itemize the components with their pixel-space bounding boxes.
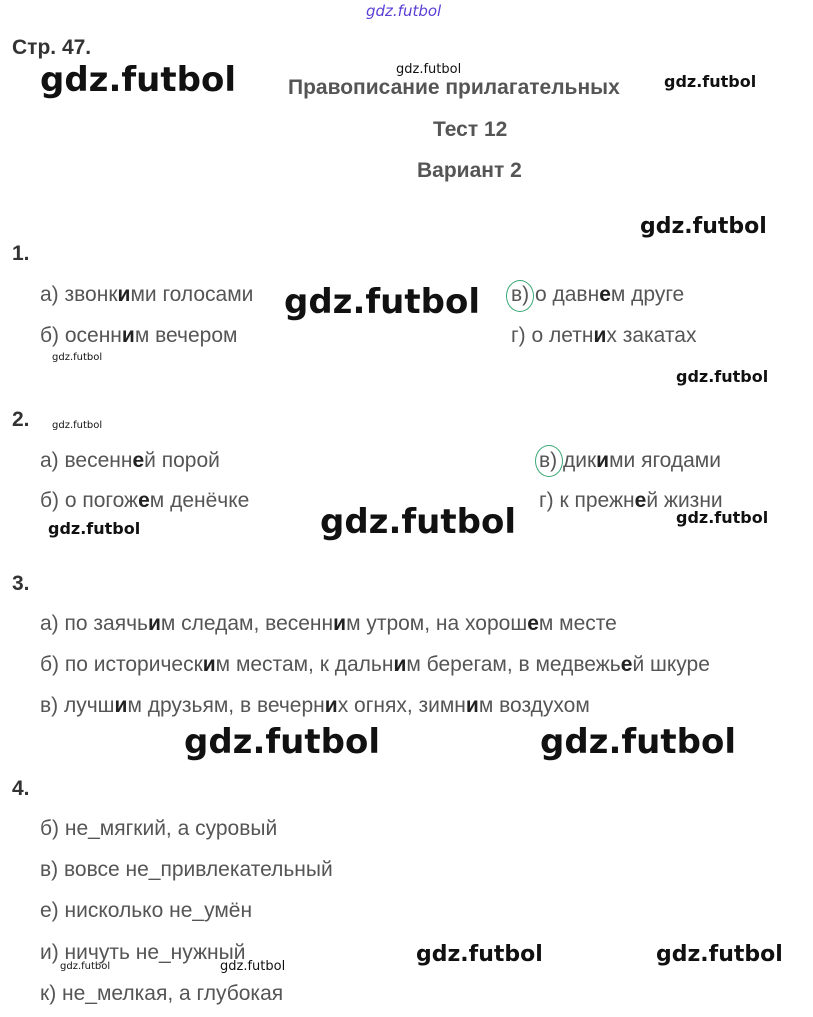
q2-option-a: а) весенней порой: [40, 449, 220, 472]
q4-item: и) ничуть не_нужный: [40, 941, 246, 964]
variant-label: Вариант 2: [417, 159, 522, 182]
watermark-medium: gdz.futbol: [416, 942, 543, 967]
q2-option-v: в) дикими ягодами: [539, 449, 721, 472]
q1-option-g: г) о летних закатах: [511, 324, 697, 347]
watermark-tiny: gdz.futbol: [52, 352, 103, 363]
question-3-number: 3.: [12, 572, 30, 595]
watermark-large: gdz.futbol: [284, 282, 480, 322]
watermark-small: gdz.futbol: [664, 72, 757, 91]
q2-option-b: б) о погожем денёчке: [40, 489, 250, 512]
question-4-number: 4.: [12, 777, 30, 800]
q4-item: в) вовсе не_привлекательный: [40, 858, 333, 881]
q1-option-v: в) о давнем друге: [511, 283, 685, 306]
q4-item: к) не_мелкая, а глубокая: [40, 982, 284, 1005]
q3-option-b: б) по историческим местам, к дальним берегам, в медвежьей шкуре: [40, 653, 710, 676]
q3-option-v: в) лучшим друзьям, в вечерних огнях, зимним воздухом: [40, 694, 590, 717]
watermark-small: gdz.futbol: [676, 367, 769, 386]
watermark-large: gdz.futbol: [184, 722, 380, 762]
watermark-small: gdz.futbol: [48, 519, 141, 538]
test-number: Тест 12: [433, 118, 508, 141]
q1-option-a: а) звонкими голосами: [40, 283, 254, 306]
watermark-large: gdz.futbol: [540, 722, 736, 762]
watermark-medium: gdz.futbol: [656, 942, 783, 967]
page-title: Правописание прилагательных: [288, 76, 620, 99]
watermark-small: gdz.futbol: [220, 959, 286, 974]
watermark-medium: gdz.futbol: [640, 214, 767, 239]
watermark-top: gdz.futbol: [366, 2, 442, 20]
q4-item: е) нисколько не_умён: [40, 899, 253, 922]
watermark-large: gdz.futbol: [320, 502, 516, 542]
page-reference: Стр. 47.: [12, 36, 92, 59]
watermark-small: gdz.futbol: [676, 508, 769, 527]
q2-option-g: г) к прежней жизни: [539, 489, 723, 512]
watermark-tiny: gdz.futbol: [52, 420, 103, 431]
q4-item: б) не_мягкий, а суровый: [40, 817, 278, 840]
q3-option-a: а) по заячьим следам, весенним утром, на хорошем месте: [40, 612, 617, 635]
q1-option-b: б) осенним вечером: [40, 324, 238, 347]
watermark-small: gdz.futbol: [396, 62, 462, 77]
watermark-large: gdz.futbol: [40, 60, 236, 100]
question-1-number: 1.: [12, 242, 30, 265]
watermark-tiny: gdz.futbol: [60, 961, 111, 972]
question-2-number: 2.: [12, 408, 30, 431]
